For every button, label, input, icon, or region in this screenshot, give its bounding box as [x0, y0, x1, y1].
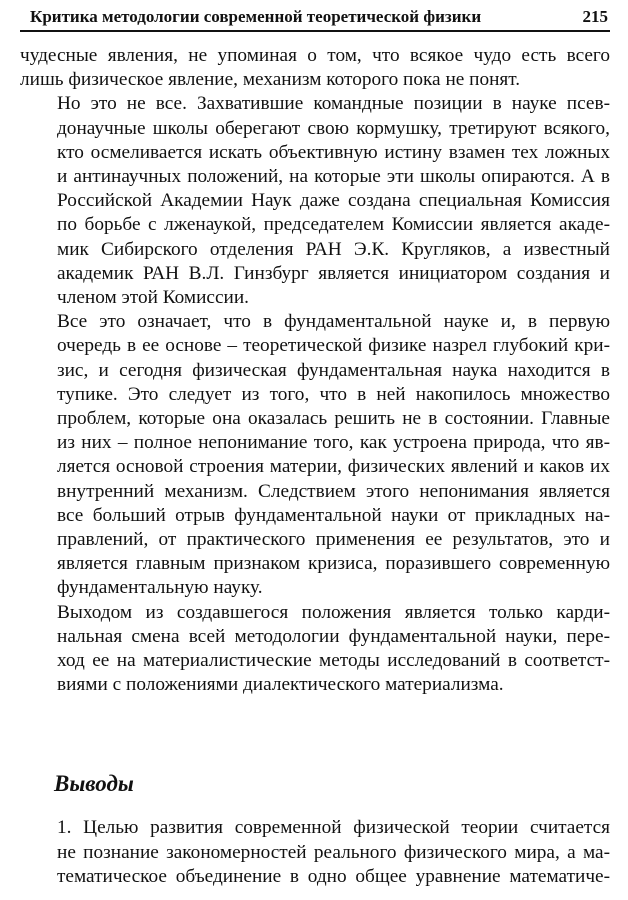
text-line: правлений, от практического применения ее результатов, это и — [57, 529, 610, 551]
paragraph — [20, 816, 610, 889]
book-page — [20, 4, 610, 889]
paragraph — [20, 310, 610, 600]
text-line: является главным признаком кризиса, поразившего современную — [57, 553, 610, 575]
text-line: тематическое объединение в одно общее уравнение математиче- — [57, 865, 610, 887]
text-line: кто осмеливается искать объективную истину взамен тех ложных — [57, 141, 610, 163]
body-text — [20, 44, 610, 889]
text-line: виями с положениями диалектического материализма. — [57, 674, 504, 696]
text-line: членом этой Комиссии. — [57, 287, 249, 309]
paragraph — [20, 92, 610, 310]
text-line: ход ее на материалистические методы исследований в соответст- — [57, 650, 610, 672]
text-line: Выходом из создавшегося положения является только карди- — [57, 601, 610, 623]
text-line: внутренний механизм. Следствием этого непонимания является — [57, 480, 610, 502]
text-line: 1. Целью развития современной физической теории считается — [57, 817, 610, 839]
text-line: тупике. Это следует из того, что в ней накопилось множество — [57, 383, 610, 405]
text-line: из них – полное непонимание того, как устроена природа, что яв- — [57, 432, 610, 454]
text-line: чудесные явления, не упоминая о том, что всякое чудо есть всего — [20, 45, 610, 66]
text-line: Все это означает, что в фундаментальной науке и, в первую — [57, 311, 610, 333]
text-line: зис, и сегодня физическая фундаментальная наука находится в — [57, 359, 610, 381]
text-line: мик Сибирского отделения РАН Э.К. Кругляков, а известный — [57, 238, 610, 260]
text-line: фундаментальную науку. — [57, 577, 263, 599]
running-header-title: Критика методологии современной теоретической физики — [30, 7, 482, 26]
text-line: проблем, которые она оказалась решить не в состоянии. Главные — [57, 408, 610, 430]
running-header — [20, 4, 610, 32]
text-line: лишь физическое явление, механизм которого пока не понят. — [20, 69, 521, 91]
text-line: ляется основой строения материи, физических явлений и каков их — [57, 456, 610, 478]
section-paragraph-list — [20, 816, 610, 889]
page-number: 215 — [582, 7, 608, 26]
paragraph-list — [20, 44, 610, 697]
text-line: и антинаучных положений, на которые эти школы опираются. А в — [57, 166, 610, 188]
text-line: академик РАН В.Л. Гинзбург является инициатором создания и — [57, 262, 610, 284]
text-line: по борьбе с лженаукой, председателем Комиссии является акаде- — [57, 214, 610, 236]
paragraph — [20, 601, 610, 698]
text-line: все больший отрыв фундаментальной науки от прикладных на- — [57, 504, 610, 526]
text-line: не познание закономерностей реального физического мира, а ма- — [57, 841, 610, 863]
text-line: Но это не все. Захватившие командные позиции в науке псев- — [57, 93, 610, 115]
paragraph — [20, 44, 610, 92]
text-line: нальная смена всей методологии фундаментальной науки, пере- — [57, 625, 610, 647]
text-line: очередь в ее основе – теоретической физике назрел глубокий кри- — [57, 335, 610, 357]
text-line: донаучные школы оберегают свою кормушку, третируют всякого, — [57, 117, 610, 139]
text-line: Российской Академии Наук даже создана специальная Комиссия — [57, 190, 610, 212]
section-heading: Выводы — [54, 771, 134, 797]
